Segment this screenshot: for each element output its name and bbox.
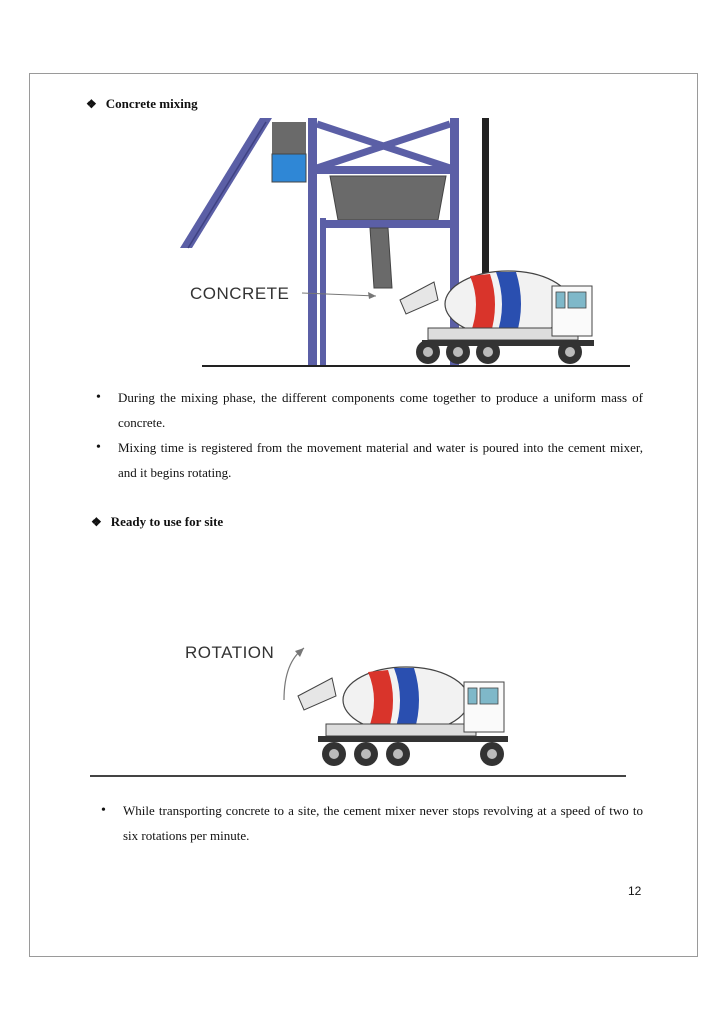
concrete-label: CONCRETE <box>190 284 290 303</box>
site-bullet-list <box>101 798 643 848</box>
plant-column-left <box>308 118 317 366</box>
concrete-plant-figure <box>180 118 630 373</box>
rotation-arrow-icon <box>284 648 304 700</box>
diamond-bullet-icon: ❖ <box>86 97 97 111</box>
conveyor-belt <box>180 118 272 248</box>
water-tank <box>272 154 306 182</box>
mixer-truck <box>298 667 508 766</box>
bullet-dot-icon: • <box>96 390 101 405</box>
diamond-bullet-icon: ❖ <box>91 515 102 529</box>
mixing-bullet-list <box>96 385 643 485</box>
section-heading-label: Concrete mixing <box>105 96 198 111</box>
list-item: • During the mixing phase, the different components come together to produce a uniform mass of concrete. <box>96 385 643 435</box>
mixing-hopper <box>330 176 446 220</box>
list-item: • While transporting concrete to a site, the cement mixer never stops revolving at a speed of two to six rotations per minute. <box>101 798 643 848</box>
mixer-truck <box>400 271 594 364</box>
bullet-dot-icon: • <box>96 440 101 455</box>
bullet-dot-icon: • <box>101 803 106 818</box>
rotation-label: ROTATION <box>185 643 275 662</box>
page-number: 12 <box>628 884 642 898</box>
discharge-chute <box>370 228 392 288</box>
section-heading-site <box>91 514 223 530</box>
section-heading-label: Ready to use for site <box>110 514 224 529</box>
section-heading-mixing <box>86 96 198 112</box>
aggregate-bin <box>272 122 306 158</box>
list-item: • Mixing time is registered from the movement material and water is poured into the cement mixer, and it begins rotating. <box>96 435 643 485</box>
rotation-figure <box>90 630 630 780</box>
